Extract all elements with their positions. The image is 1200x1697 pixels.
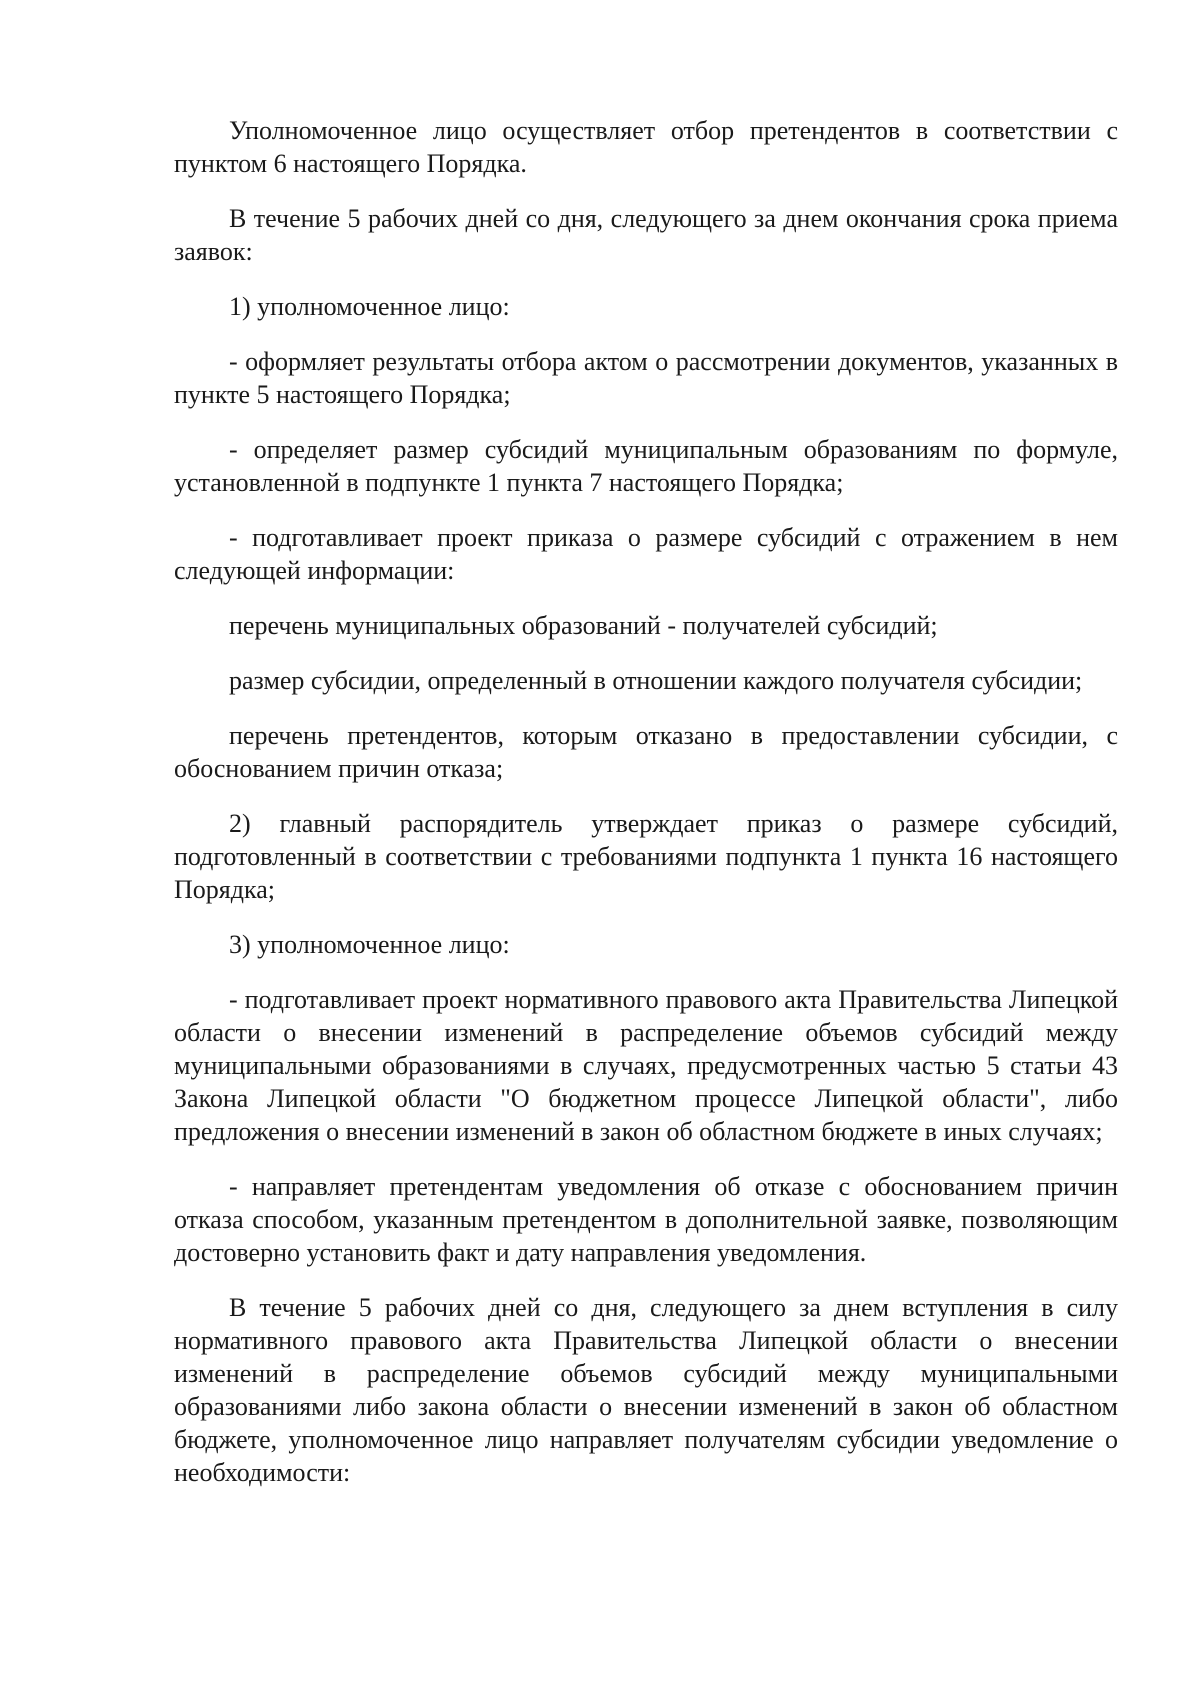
paragraph-9: перечень претендентов, которым отказано в предоставлении субсидии, с обоснованием причин отказа; [174,721,1118,783]
paragraph-7: перечень муниципальных образований - получателей субсидий; [229,611,938,640]
paragraph-4: - оформляет результаты отбора актом о рассмотрении документов, указанных в пункте 5 настоящего Порядка; [174,347,1118,409]
paragraph-5: - определяет размер субсидий муниципальным образованиям по формуле, установленной в подпункте 1 пункта 7 настоящего Порядка; [174,435,1118,497]
paragraph-14: В течение 5 рабочих дней со дня, следующего за днем вступления в силу нормативного правового акта Правительства Липецкой области о внесении изменений в распределение объемов субсидий между муниципальными образованиями либо закона области о внесении изменений в закон об областном бюджете, уполномоченное лицо направляет получателям субсидии уведомление о необходимости: [174,1293,1118,1487]
paragraph-10: 2) главный распорядитель утверждает приказ о размере субсидий, подготовленный в соответствии с требованиями подпункта 1 пункта 16 настоящего Порядка; [174,809,1118,904]
paragraph-11: 3) уполномоченное лицо: [229,930,510,959]
paragraph-12: - подготавливает проект нормативного правового акта Правительства Липецкой области о внесении изменений в распределение объемов субсидий между муниципальными образованиями в случаях, предусмотренных частью 5 статьи 43 Закона Липецкой области "О бюджетном процессе Липецкой области", либо предложения о внесении изменений в закон об областном бюджете в иных случаях; [174,985,1118,1146]
paragraph-13: - направляет претендентам уведомления об отказе с обоснованием причин отказа способом, указанным претендентом в дополнительной заявке, позволяющим достоверно установить факт и дату направления уведомления. [174,1172,1118,1267]
paragraph-3: 1) уполномоченное лицо: [229,292,510,321]
paragraph-8: размер субсидии, определенный в отношении каждого получателя субсидии; [229,666,1083,695]
paragraph-1: Уполномоченное лицо осуществляет отбор претендентов в соответствии с пунктом 6 настоящего Порядка. [174,116,1118,178]
paragraph-2: В течение 5 рабочих дней со дня, следующего за днем окончания срока приема заявок: [174,204,1118,266]
document-body [174,114,1118,1511]
paragraph-6: - подготавливает проект приказа о размере субсидий с отражением в нем следующей информации: [174,523,1118,585]
